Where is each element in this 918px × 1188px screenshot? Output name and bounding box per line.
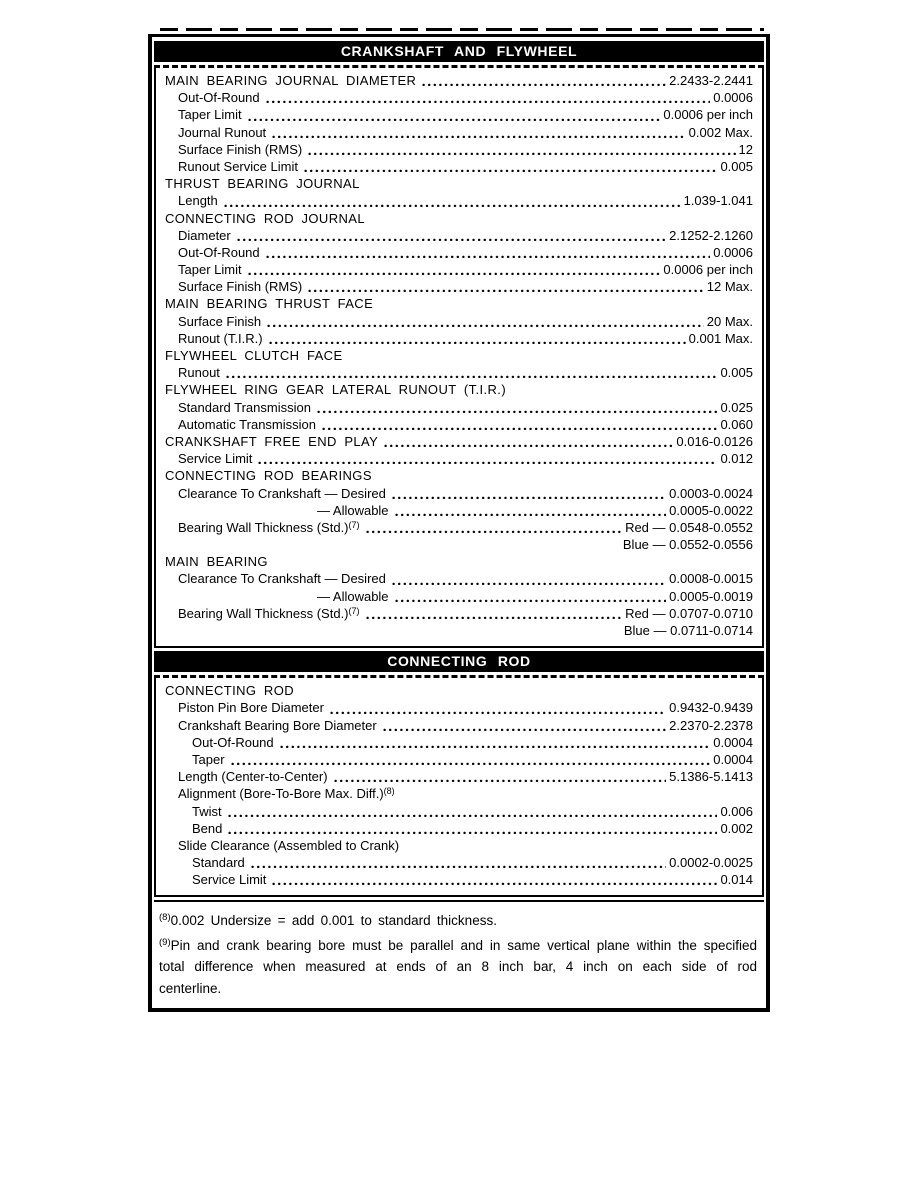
footnote-ref: (8)	[383, 786, 395, 797]
spec-row	[165, 718, 753, 735]
spec-label: Alignment (Bore-To-Bore Max. Diff.)$^{(8)}$	[178, 786, 395, 802]
spec-row	[165, 159, 753, 176]
spec-value: 2.2370-2.2378	[669, 717, 753, 733]
dot-leader	[267, 324, 704, 328]
footnote: $^{(8)}$0.002 Undersize = add 0.001 to standard thickness.	[159, 912, 497, 929]
spec-row	[165, 176, 753, 193]
spec-label: Runout	[178, 365, 220, 381]
spec-value: 0.0003-0.0024	[669, 485, 753, 501]
spec-value: Blue — 0.0552-0.0556	[622, 537, 753, 553]
spec-value: 0.005	[720, 365, 753, 381]
spec-label: Automatic Transmission	[178, 416, 316, 432]
dot-leader	[317, 410, 718, 414]
spec-row	[165, 245, 753, 262]
spec-row	[165, 571, 753, 588]
dot-leader	[334, 779, 667, 783]
spec-label: Out-Of-Round	[192, 734, 274, 750]
spec-label: Taper	[192, 751, 225, 767]
spec-value: Blue — 0.0711-0.0714	[623, 623, 753, 638]
dot-leader	[266, 100, 711, 104]
dot-leader	[272, 135, 686, 139]
spec-row	[165, 623, 753, 640]
spec-label: Diameter	[178, 227, 231, 243]
spec-value: 0.006	[720, 803, 753, 819]
spec-value: Red — 0.0548-0.0552	[625, 519, 753, 535]
spec-label: Length (Center-to-Center)	[178, 769, 328, 785]
spec-value: 0.025	[720, 399, 753, 415]
spec-row	[165, 468, 753, 485]
spec-row	[165, 211, 753, 228]
spec-label: MAIN BEARING THRUST FACE	[165, 296, 374, 312]
spec-row	[165, 314, 753, 331]
footnote-ref: (7)	[348, 605, 360, 616]
spec-label: Standard	[192, 855, 245, 871]
dot-leader	[308, 152, 735, 156]
spec-value: 0.002 Max.	[688, 124, 753, 140]
spec-label: — Allowable	[317, 588, 389, 604]
spec-row	[165, 279, 753, 296]
spec-value: 0.0005-0.0019	[669, 588, 753, 604]
dot-leader	[248, 272, 661, 276]
spec-row	[165, 228, 753, 245]
spec-value: 2.2433-2.2441	[669, 73, 753, 88]
spec-row	[165, 451, 753, 468]
spec-row	[165, 365, 753, 382]
spec-value: 12 Max.	[706, 279, 753, 295]
spec-label: MAIN BEARING	[165, 554, 268, 570]
dot-leader	[395, 513, 667, 517]
scan-noise-line	[160, 28, 764, 31]
spec-row	[165, 400, 753, 417]
spec-row	[165, 73, 753, 90]
spec-row	[165, 606, 753, 623]
spec-label: Crankshaft Bearing Bore Diameter	[178, 717, 377, 733]
spec-label: Piston Pin Bore Diameter	[178, 700, 324, 716]
footnote-ref: (7)	[348, 519, 360, 530]
spec-row	[165, 193, 753, 210]
dot-leader	[304, 169, 718, 173]
spec-label: FLYWHEEL CLUTCH FACE	[165, 348, 343, 363]
spec-label: Runout Service Limit	[178, 158, 298, 174]
dot-leader	[392, 496, 666, 500]
spec-row	[165, 872, 753, 889]
spec-row	[165, 125, 753, 142]
spec-value: 0.0005-0.0022	[669, 502, 753, 518]
spec-label: Taper Limit	[178, 107, 242, 123]
spec-value: 0.060	[720, 416, 753, 432]
spec-label: Surface Finish	[178, 313, 262, 329]
spec-row	[165, 90, 753, 107]
dot-leader	[248, 118, 661, 122]
spec-row	[165, 752, 753, 769]
spec-row	[165, 554, 753, 571]
spec-label: FLYWHEEL RING GEAR LATERAL RUNOUT (T.I.R.)	[165, 382, 507, 398]
dot-leader	[422, 83, 666, 87]
spec-row	[165, 804, 753, 821]
dot-leader	[231, 762, 711, 766]
spec-row	[165, 142, 753, 159]
spec-label: Out-Of-Round	[178, 244, 260, 260]
spec-row	[165, 589, 753, 606]
spec-label: Standard Transmission	[178, 399, 311, 415]
spec-sheet	[148, 28, 770, 1012]
spec-value: 0.0008-0.0015	[669, 571, 753, 587]
spec-label: Slide Clearance (Assembled to Crank)	[178, 837, 400, 853]
spec-value: 0.005	[720, 158, 753, 174]
spec-row	[165, 855, 753, 872]
spec-value: 0.9432-0.9439	[669, 700, 753, 716]
spec-value: 0.0004	[713, 751, 753, 767]
spec-label: Length	[178, 193, 218, 209]
dot-leader	[330, 711, 666, 715]
spec-sheet-frame	[148, 34, 770, 1012]
dot-leader	[228, 814, 718, 818]
spec-label: Bearing Wall Thickness $(Std.)^{(7)}$	[178, 605, 360, 621]
spec-value: 0.0004	[713, 734, 753, 750]
spec-table-crankshaft-and-flywheel	[154, 65, 764, 648]
spec-value: 2.1252-2.1260	[669, 227, 753, 243]
dot-leader	[258, 461, 717, 465]
dot-leader	[266, 255, 711, 259]
spec-row	[165, 821, 753, 838]
dot-leader	[237, 238, 666, 242]
spec-row	[165, 838, 753, 855]
spec-value: 0.0006	[713, 244, 753, 260]
spec-table-connecting-rod	[154, 675, 764, 897]
spec-label: CONNECTING ROD JOURNAL	[165, 210, 365, 226]
spec-label: Surface Finish (RMS)	[178, 141, 303, 157]
spec-value: 0.0006 per inch	[663, 262, 753, 278]
spec-label: MAIN BEARING JOURNAL DIAMETER	[165, 73, 417, 88]
spec-row	[165, 786, 753, 803]
spec-value: 0.001 Max.	[688, 330, 753, 346]
spec-value: 0.0002-0.0025	[669, 855, 753, 871]
spec-label: Surface Finish (RMS)	[178, 279, 303, 295]
spec-row	[165, 520, 753, 537]
spec-value: 0.0006 per inch	[663, 107, 753, 123]
spec-row	[165, 262, 753, 279]
footnote-marker: (9)	[159, 936, 171, 948]
spec-row	[165, 486, 753, 503]
dot-leader	[224, 204, 681, 208]
section-header-connecting-rod: CONNECTING ROD	[154, 651, 764, 672]
spec-value: 1.039-1.041	[683, 193, 753, 209]
spec-label: Service Limit	[192, 872, 267, 888]
spec-row	[165, 503, 753, 520]
spec-row	[165, 417, 753, 434]
dot-leader	[366, 530, 623, 534]
footnotes	[154, 900, 764, 1006]
spec-value: 0.0006	[713, 90, 753, 106]
spec-row	[165, 107, 753, 124]
spec-row	[165, 537, 753, 554]
spec-row	[165, 348, 753, 365]
spec-value: Red — 0.0707-0.0710	[625, 605, 753, 621]
dot-leader	[395, 599, 667, 603]
dot-leader	[308, 289, 704, 293]
spec-label: Runout (T.I.R.)	[178, 330, 263, 346]
spec-value: 0.016-0.0126	[676, 433, 753, 449]
dot-leader	[366, 616, 623, 620]
spec-label: CONNECTING ROD	[165, 683, 294, 699]
spec-label: Taper Limit	[178, 262, 242, 278]
dot-leader	[392, 582, 666, 586]
spec-label: Service Limit	[178, 451, 253, 467]
spec-row	[165, 296, 753, 313]
dot-leader	[322, 427, 717, 431]
dot-leader	[272, 882, 717, 886]
dot-leader	[251, 865, 666, 869]
spec-label: — Allowable	[317, 502, 389, 518]
dot-leader	[269, 341, 686, 345]
footnote-marker: (8)	[159, 912, 171, 924]
spec-value: 0.014	[720, 872, 753, 888]
section-header-crankshaft-and-flywheel: CRANKSHAFT AND FLYWHEEL	[154, 41, 764, 62]
spec-value: 12	[738, 141, 753, 157]
dot-leader	[280, 745, 711, 749]
spec-label: Bend	[192, 820, 223, 836]
spec-label: Clearance To Crankshaft — Desired	[178, 571, 386, 587]
spec-row	[165, 683, 753, 700]
spec-value: 20 Max.	[706, 313, 753, 329]
spec-label: CRANKSHAFT FREE END PLAY	[165, 433, 379, 449]
spec-label: Twist	[192, 803, 222, 819]
spec-value: 0.012	[720, 451, 753, 467]
spec-label: Out-Of-Round	[178, 90, 260, 106]
spec-value: 0.002	[720, 820, 753, 836]
spec-row	[165, 434, 753, 451]
dot-leader	[383, 728, 666, 732]
footnote: $^{(9)}$Pin and crank bearing bore must be parallel and in same vertical plane within the specified total difference when measured at ends of an 8 inch bar, 4 inch on each side of rod centerline.	[159, 936, 757, 996]
spec-row	[165, 700, 753, 717]
spec-row	[165, 382, 753, 399]
spec-label: CONNECTING ROD BEARINGS	[165, 468, 372, 484]
spec-label: Clearance To Crankshaft — Desired	[178, 485, 386, 501]
spec-label: Journal Runout	[178, 124, 267, 140]
spec-row	[165, 331, 753, 348]
spec-row	[165, 769, 753, 786]
spec-label: THRUST BEARING JOURNAL	[165, 176, 360, 192]
spec-row	[165, 735, 753, 752]
spec-label: Bearing Wall Thickness $(Std.)^{(7)}$	[178, 519, 360, 535]
spec-value: 5.1386-5.1413	[669, 769, 753, 785]
dot-leader	[228, 831, 717, 835]
dot-leader	[384, 444, 673, 448]
dot-leader	[226, 375, 718, 379]
